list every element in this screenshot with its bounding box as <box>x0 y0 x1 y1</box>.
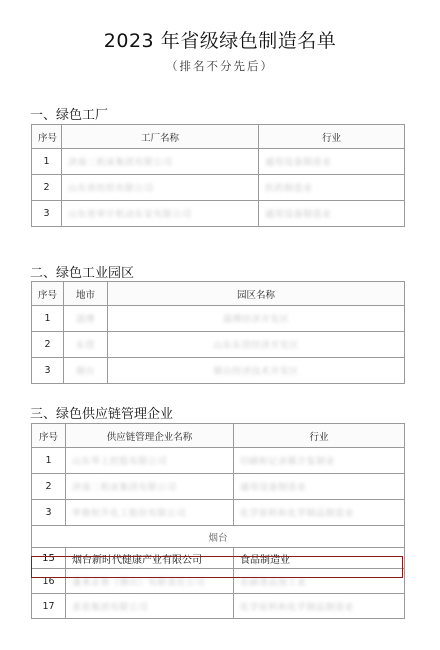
section-heading-green-factory: 一、绿色工厂 <box>30 108 109 123</box>
section-heading-green-park: 二、绿色工业园区 <box>30 266 135 281</box>
factory-name: 济南二机床集团有限公司 <box>68 158 173 168</box>
header-cell: 行业 <box>259 125 405 149</box>
park-name: 烟台经济技术开发区 <box>213 367 299 377</box>
table-row <box>32 175 405 201</box>
industry: 印刷和记录媒介复制业 <box>240 457 336 467</box>
table-row <box>32 332 405 358</box>
industry: 通用设备制造业 <box>240 483 307 493</box>
header-cell: 序号 <box>32 282 64 306</box>
table-row <box>32 201 405 227</box>
table-row <box>32 448 405 474</box>
region-divider-row <box>32 526 405 548</box>
header-cell: 序号 <box>32 424 66 448</box>
green-supply-chain-table <box>31 423 405 619</box>
city: 淄博 <box>75 315 95 325</box>
page-subtitle: （排名不分先后） <box>166 59 274 73</box>
company-name: 山东华上控股有限公司 <box>72 457 168 467</box>
row-number: 2 <box>32 474 66 500</box>
table-row <box>32 500 405 526</box>
header-cell: 地市 <box>64 282 108 306</box>
industry: 食品制造业 <box>234 548 405 569</box>
industry: 医药制造业 <box>265 184 313 194</box>
header-cell: 行业 <box>234 424 405 448</box>
industry: 化学原料和化学制品制造业 <box>240 602 355 613</box>
header-cell: 工厂名称 <box>62 125 259 149</box>
industry: 通用设备制造业 <box>265 210 332 220</box>
industry: 通用设备制造业 <box>265 158 332 168</box>
factory-name: 山东省纺织有限公司 <box>68 184 154 194</box>
section-heading-green-supply-chain: 三、绿色供应链管理企业 <box>30 407 174 422</box>
row-number: 16 <box>32 569 66 594</box>
company-name: 济南二机床集团有限公司 <box>72 483 177 493</box>
row-number: 3 <box>32 358 64 384</box>
header-cell: 园区名称 <box>108 282 405 306</box>
company-name: 华鲁恒升化工股份有限公司 <box>72 509 187 519</box>
city: 烟台 <box>75 367 95 377</box>
table-row <box>32 569 405 594</box>
table-row <box>32 306 405 332</box>
industry: 化学原料和化学制品制造业 <box>240 509 355 519</box>
company-name: 烟台新时代健康产业有限公司 <box>66 548 234 569</box>
company-name: 喜思集团有限公司 <box>72 602 149 613</box>
table-header-row <box>32 282 405 306</box>
table-row <box>32 474 405 500</box>
table-row <box>32 594 405 619</box>
row-number: 1 <box>32 306 64 332</box>
row-number: 1 <box>32 149 62 175</box>
header-cell: 序号 <box>32 125 62 149</box>
table-row <box>32 149 405 175</box>
factory-name: 山东省审计机动东安有限公司 <box>68 210 192 220</box>
highlighted-table-row <box>32 548 405 569</box>
row-number: 17 <box>32 594 66 619</box>
row-number: 3 <box>32 500 66 526</box>
table-header-row <box>32 424 405 448</box>
row-number: 2 <box>32 332 64 358</box>
table-row <box>32 358 405 384</box>
company-name: 蓬莱京鲁（烟台）有限责任公司 <box>72 577 206 588</box>
row-number: 15 <box>32 548 66 569</box>
park-name: 山东东营经济开发区 <box>213 341 299 351</box>
page-title: 2023 年省级绿色制造名单 <box>103 30 337 52</box>
region-label: 烟台 <box>32 526 405 548</box>
green-factory-table <box>31 124 405 227</box>
header-cell: 供应链管理企业名称 <box>66 424 234 448</box>
city: 东营 <box>75 341 95 351</box>
table-header-row <box>32 125 405 149</box>
green-park-table <box>31 281 405 384</box>
park-name: 淄博经济开发区 <box>222 315 290 325</box>
row-number: 2 <box>32 175 62 201</box>
row-number: 1 <box>32 448 66 474</box>
industry: 农副食品加工业 <box>240 577 307 588</box>
row-number: 3 <box>32 201 62 227</box>
